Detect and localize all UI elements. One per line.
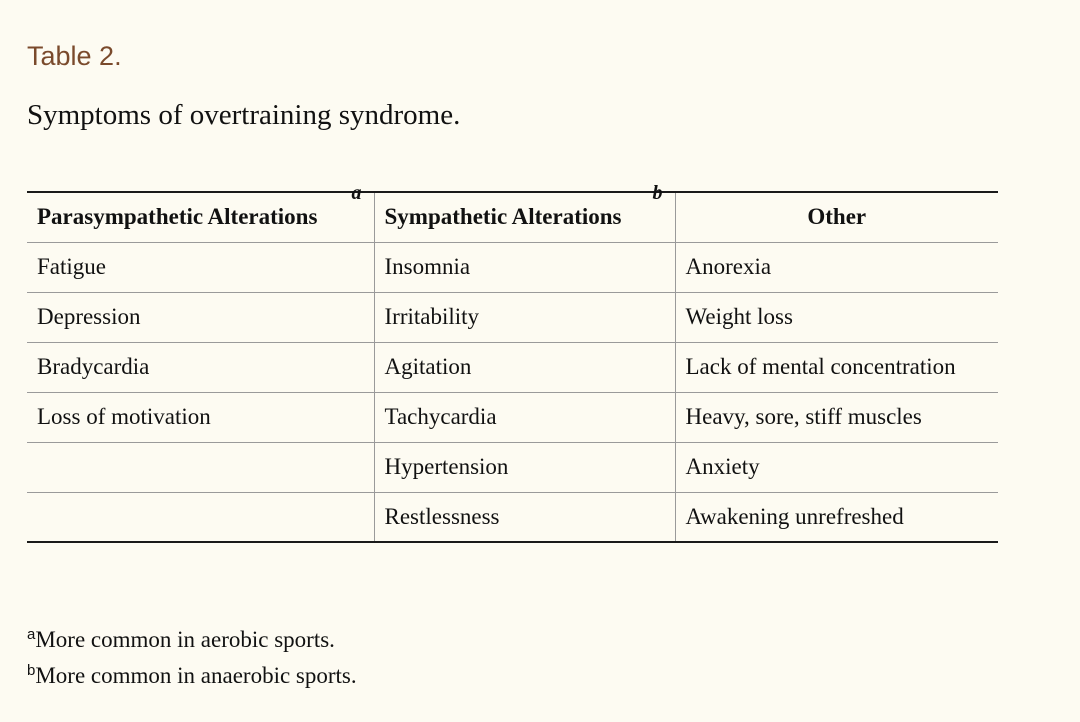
table-cell: Insomnia bbox=[374, 242, 675, 292]
footnote-marker-b: b bbox=[652, 182, 663, 204]
table-row bbox=[27, 392, 998, 442]
table-cell: Irritability bbox=[374, 292, 675, 342]
table-label: Table 2. bbox=[27, 41, 122, 71]
footnote-text: More common in anaerobic sports. bbox=[35, 663, 357, 688]
footnote-a bbox=[27, 622, 357, 658]
symptoms-table bbox=[27, 182, 998, 543]
table-caption: Symptoms of overtraining syndrome. bbox=[27, 99, 461, 131]
table-cell: Loss of motivation bbox=[27, 392, 374, 442]
table-row bbox=[27, 492, 998, 542]
table-container bbox=[27, 182, 998, 543]
table-cell: Tachycardia bbox=[374, 392, 675, 442]
header-other bbox=[675, 192, 998, 242]
header-label: Parasympathetic Alterations bbox=[37, 204, 318, 230]
footnotes bbox=[27, 622, 357, 694]
header-label: Other bbox=[807, 204, 867, 230]
table-cell: Lack of mental concentration bbox=[675, 342, 998, 392]
footnote-mark: a bbox=[27, 626, 36, 643]
table-cell: Restlessness bbox=[374, 492, 675, 542]
header-sympathetic bbox=[374, 182, 675, 242]
table-cell: Agitation bbox=[374, 342, 675, 392]
table-row bbox=[27, 242, 998, 292]
table-cell: Anorexia bbox=[675, 242, 998, 292]
table-cell: Weight loss bbox=[675, 292, 998, 342]
table-cell: Awakening unrefreshed bbox=[675, 492, 998, 542]
table-header-row bbox=[27, 192, 998, 242]
header-parasympathetic bbox=[27, 182, 374, 242]
table-row bbox=[27, 442, 998, 492]
footnote-mark: b bbox=[27, 662, 36, 679]
table-cell: Depression bbox=[27, 292, 374, 342]
footnote-marker-a: a bbox=[351, 182, 362, 204]
footnote-text: More common in aerobic sports. bbox=[35, 627, 335, 652]
table-cell: Hypertension bbox=[374, 442, 675, 492]
table-cell: Heavy, sore, stiff muscles bbox=[675, 392, 998, 442]
footnote-b bbox=[27, 658, 357, 694]
table-cell: Fatigue bbox=[27, 242, 374, 292]
table-row bbox=[27, 292, 998, 342]
table-row bbox=[27, 342, 998, 392]
table-cell: Anxiety bbox=[675, 442, 998, 492]
table-cell: Bradycardia bbox=[27, 342, 374, 392]
table-cell bbox=[27, 492, 374, 542]
table-cell bbox=[27, 442, 374, 492]
header-label: Sympathetic Alterations bbox=[384, 204, 622, 230]
